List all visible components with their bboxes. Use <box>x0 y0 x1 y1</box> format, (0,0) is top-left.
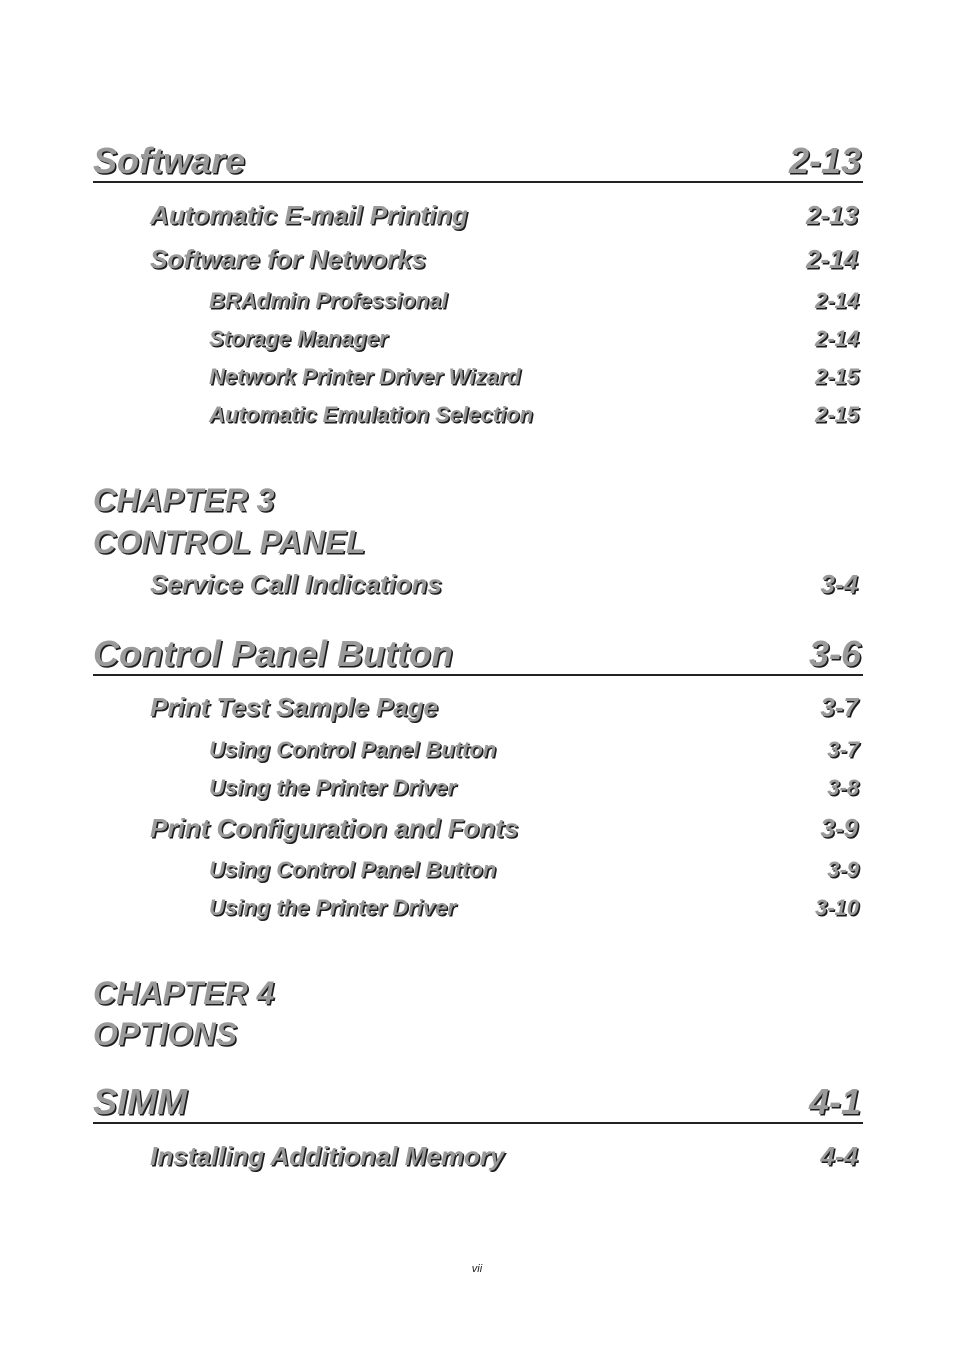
toc-page: 3-9 <box>827 857 859 882</box>
toc-entry-service-call <box>150 569 860 599</box>
toc-title: Software for Networks <box>150 244 426 274</box>
toc-title: SIMM <box>93 1081 187 1122</box>
toc-entry-driver-wizard <box>209 364 860 390</box>
toc-entry-installing-memory <box>150 1141 860 1171</box>
toc-page: 2-14 <box>814 288 859 313</box>
toc-page: 2-15 <box>814 402 859 427</box>
chapter-4-label: CHAPTER 4 <box>93 975 275 1011</box>
chapter-3-name: CONTROL PANEL <box>93 524 366 560</box>
toc-page: 4-1 <box>808 1081 861 1122</box>
toc-heading-simm <box>93 1082 863 1124</box>
toc-page: 3-10 <box>814 895 859 920</box>
toc-page: 3-7 <box>827 737 859 762</box>
toc-title: Installing Additional Memory <box>150 1141 505 1171</box>
toc-heading-software <box>93 141 863 183</box>
toc-title: Using Control Panel Button <box>209 857 497 882</box>
toc-entry-config-using-button <box>209 857 860 883</box>
toc-title: Print Test Sample Page <box>150 692 439 722</box>
toc-page: 4-4 <box>820 1141 858 1171</box>
toc-title: Control Panel Button <box>93 633 453 674</box>
chapter-3-label: CHAPTER 3 <box>93 482 275 518</box>
toc-entry-auto-email <box>150 200 860 230</box>
toc-page: 3-8 <box>827 775 859 800</box>
toc-page: 3-4 <box>820 569 858 599</box>
toc-title: Print Configuration and Fonts <box>150 813 519 843</box>
toc-entry-storage-manager <box>209 326 860 352</box>
toc-title: BRAdmin Professional <box>209 288 448 313</box>
toc-entry-print-test <box>150 692 860 722</box>
toc-page: 2-13 <box>788 140 861 181</box>
toc-title: Using Control Panel Button <box>209 737 497 762</box>
toc-entry-bradmin <box>209 288 860 314</box>
toc-page: 2-13 <box>805 200 858 230</box>
toc-entry-software-networks <box>150 244 860 274</box>
toc-title: Service Call Indications <box>150 569 442 599</box>
toc-title: Network Printer Driver Wizard <box>209 364 521 389</box>
page-number: vii <box>471 1263 483 1275</box>
toc-page: 2-15 <box>814 364 859 389</box>
toc-page: 3-7 <box>820 692 858 722</box>
toc-entry-config-using-driver <box>209 895 860 921</box>
toc-title: Automatic E-mail Printing <box>150 200 468 230</box>
toc-entry-auto-emulation <box>209 402 860 428</box>
toc-page: 3-6 <box>808 633 861 674</box>
chapter-4-name: OPTIONS <box>93 1016 238 1052</box>
toc-title: Storage Manager <box>209 326 388 351</box>
toc-page: 2-14 <box>805 244 858 274</box>
toc-page: 3-9 <box>820 813 858 843</box>
toc-title: Automatic Emulation Selection <box>209 402 533 427</box>
toc-page: 2-14 <box>814 326 859 351</box>
toc-entry-test-using-button <box>209 737 860 763</box>
toc-title: Using the Printer Driver <box>209 895 456 920</box>
toc-title: Software <box>93 140 246 181</box>
toc-heading-control-panel-button <box>93 634 863 676</box>
toc-title: Using the Printer Driver <box>209 775 456 800</box>
toc-entry-test-using-driver <box>209 775 860 801</box>
toc-entry-print-config <box>150 813 860 843</box>
